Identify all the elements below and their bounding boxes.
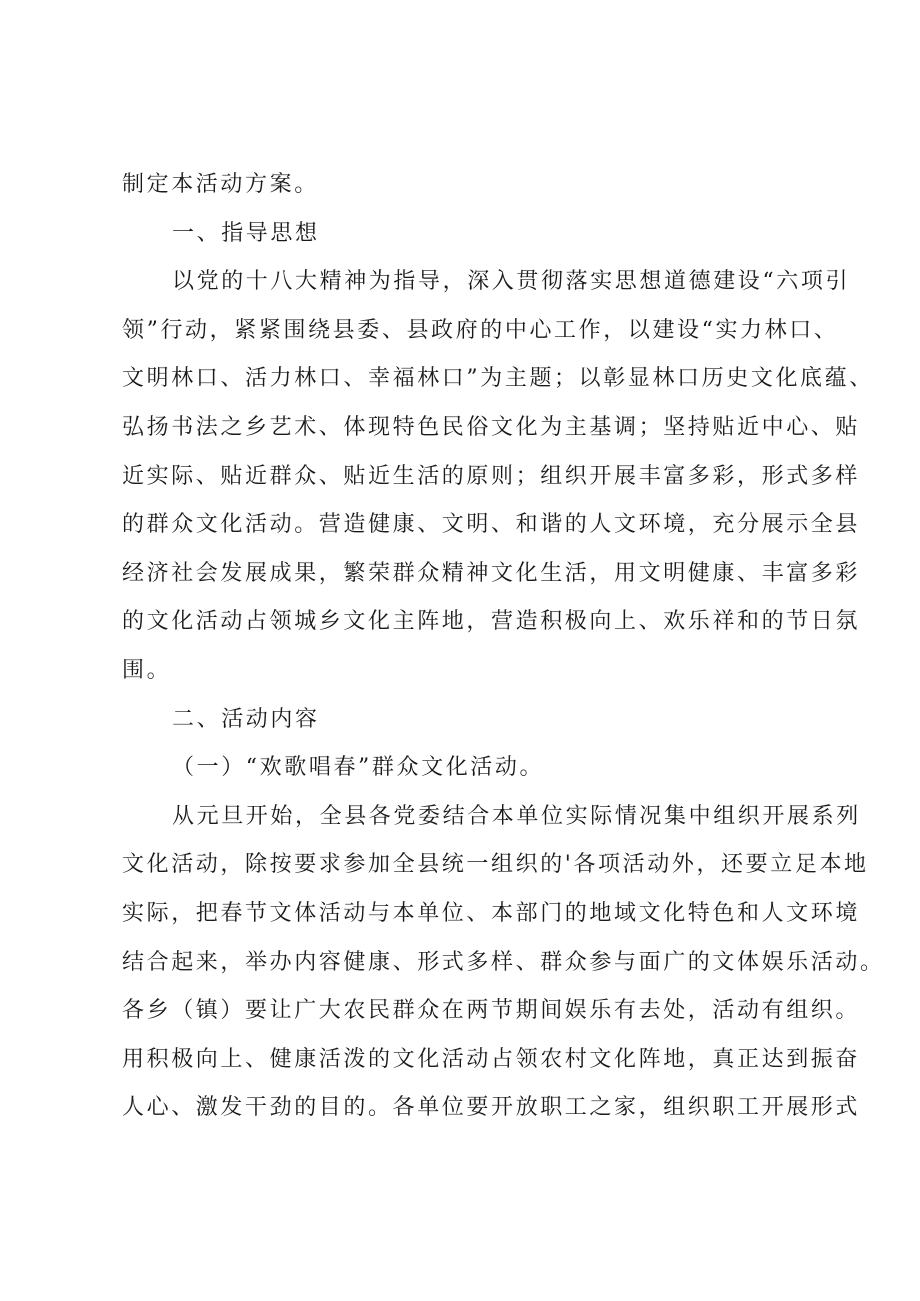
paragraph-line: 经济社会发展成果，繁荣群众精神文化生活，用文明健康、丰富多彩: [122, 560, 861, 586]
paragraph-line: 各乡（镇）要让广大农民群众在两节期间娱乐有去处，活动有组织。: [122, 998, 861, 1024]
document-body: [122, 161, 885, 1133]
paragraph-line: 从元旦开始，全县各党委结合本单位实际情况集中组织开展系列: [172, 803, 861, 829]
paragraph-line: 弘扬书法之乡艺术、体现特色民俗文化为主基调；坚持贴近中心、贴: [122, 414, 861, 440]
body-line: 制定本活动方案。: [122, 172, 319, 197]
subsection-heading: （一）“欢歌唱春”群众文化活动。: [172, 755, 545, 781]
paragraph-line: 以党的十八大精神为指导，深入贯彻落实思想道德建设“六项引: [172, 269, 851, 295]
paragraph-line: 领”行动，紧紧围绕县委、县政府的中心工作，以建设“实力林口、: [122, 317, 839, 343]
section-heading-guiding-ideology: 一、指导思想: [172, 220, 320, 246]
section-heading-activity-content: 二、活动内容: [172, 706, 320, 732]
paragraph-line: 的文化活动占领城乡文化主阵地，营造积极向上、欢乐祥和的节日氛: [122, 609, 861, 635]
paragraph-line: 的群众文化活动。营造健康、文明、和谐的人文环境，充分展示全县: [122, 512, 861, 538]
paragraph-line: 人心、激发干劲的目的。各单位要开放职工之家，组织职工开展形式: [122, 1095, 861, 1121]
paragraph-line: 文化活动，除按要求参加全县统一组织的'各项活动外，还要立足本地: [122, 852, 869, 878]
paragraph-line: 实际，把春节文体活动与本单位、本部门的地域文化特色和人文环境: [122, 900, 861, 926]
paragraph-line: 近实际、贴近群众、贴近生活的原则；组织开展丰富多彩，形式多样: [122, 463, 861, 489]
paragraph-line: 用积极向上、健康活泼的文化活动占领农村文化阵地，真正达到振奋: [122, 1046, 861, 1072]
paragraph-line: 围。: [122, 657, 172, 683]
paragraph-line: 结合起来，举办内容健康、形式多样、群众参与面广的文体娱乐活动。: [122, 949, 885, 975]
paragraph-line: 文明林口、活力林口、幸福林口”为主题；以彰显林口历史文化底蕴、: [122, 366, 874, 392]
